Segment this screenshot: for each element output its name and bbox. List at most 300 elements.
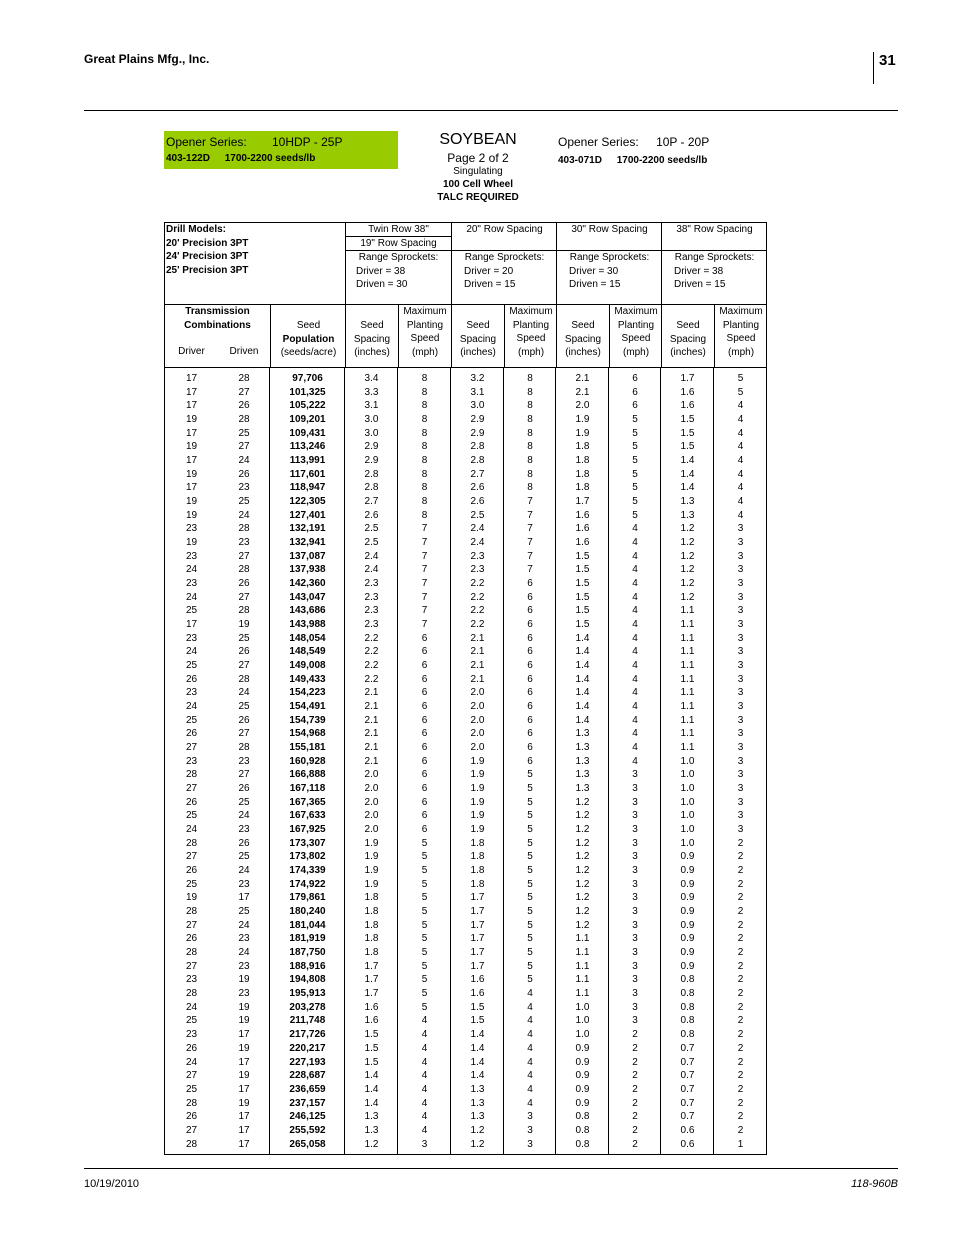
cell-driven: 26: [238, 400, 250, 412]
cell-population: 143,047: [289, 591, 326, 603]
cell-row30-speed: 3: [632, 1015, 638, 1027]
cell-row30-speed: 5: [632, 427, 638, 439]
cell-row30-spacing: 1.4: [575, 632, 590, 644]
meter-mode: Singulating: [453, 166, 503, 177]
sprockets-row30: [556, 251, 662, 305]
table-row: [165, 905, 766, 919]
cell-row20-speed: 7: [527, 523, 533, 535]
company-name: Great Plains Mfg., Inc.: [84, 52, 210, 66]
cell-row30-spacing: 1.6: [575, 537, 590, 549]
cell-row20-speed: 8: [527, 386, 533, 398]
cell-twin-spacing: 2.1: [364, 714, 379, 726]
cell-driver: 28: [185, 1138, 198, 1150]
cell-twin-speed: 6: [421, 660, 428, 672]
cell-row30-spacing: 1.4: [575, 673, 590, 685]
cell-row20-speed: 5: [527, 892, 533, 904]
cell-row20-speed: 8: [527, 441, 533, 453]
cell-population: 255,592: [289, 1124, 326, 1136]
cell-row20-spacing: 2.0: [470, 687, 485, 699]
cell-row38-spacing: 0.9: [680, 947, 695, 959]
cell-row30-speed: 4: [632, 728, 638, 740]
cell-driven: 19: [238, 974, 250, 986]
cell-row38-spacing: 0.8: [680, 1029, 695, 1041]
cell-twin-spacing: 1.7: [364, 974, 379, 986]
cell-population: 117,601: [289, 468, 326, 480]
cell-twin-speed: 6: [421, 755, 428, 767]
cell-twin-speed: 4: [421, 1097, 428, 1109]
cell-driver: 26: [185, 865, 198, 877]
cell-row30-spacing: 1.5: [575, 591, 590, 603]
cell-twin-speed: 4: [421, 1029, 428, 1041]
cell-row20-speed: 6: [527, 619, 533, 631]
cell-twin-spacing: 2.2: [364, 646, 379, 658]
cell-row30-speed: 4: [632, 523, 638, 535]
table-row: [165, 481, 766, 495]
cell-row20-speed: 8: [527, 468, 533, 480]
sprockets-row38-label: Range Sprockets:: [674, 252, 755, 263]
cell-row30-speed: 3: [632, 1001, 638, 1013]
cell-row38-spacing: 1.4: [680, 455, 695, 467]
cell-driven: 17: [238, 1029, 250, 1041]
cell-twin-spacing: 1.9: [364, 837, 379, 849]
cell-row38-speed: 2: [737, 906, 744, 918]
cell-population: 113,991: [289, 455, 326, 467]
cell-row20-speed: 5: [527, 796, 533, 808]
table-row: [165, 522, 766, 536]
table-row: [165, 809, 766, 823]
cell-row38-speed: 2: [737, 919, 744, 931]
cell-row20-speed: 5: [527, 919, 533, 931]
cell-row30-speed: 4: [632, 605, 638, 617]
cell-twin-spacing: 3.3: [364, 386, 379, 398]
cell-row20-speed: 4: [527, 1029, 533, 1041]
table-row: [165, 604, 766, 618]
cell-driver: 23: [185, 974, 198, 986]
row20-header: 20" Row Spacing: [451, 223, 557, 251]
cell-row20-spacing: 1.4: [470, 1029, 485, 1041]
cell-row38-spacing: 1.0: [680, 824, 695, 836]
cell-row38-speed: 2: [737, 974, 744, 986]
cell-twin-speed: 6: [421, 714, 428, 726]
cell-row30-spacing: 1.5: [575, 578, 590, 590]
cell-twin-speed: 8: [421, 509, 428, 521]
cell-twin-speed: 6: [421, 646, 428, 658]
cell-twin-spacing: 1.8: [364, 947, 379, 959]
cell-driver: 19: [185, 537, 198, 549]
table-row: [165, 1138, 766, 1152]
cell-row30-spacing: 0.9: [575, 1083, 590, 1095]
cell-row30-speed: 2: [632, 1097, 638, 1109]
cell-twin-spacing: 2.1: [364, 742, 379, 754]
cell-twin-speed: 5: [421, 837, 428, 849]
cell-row38-spacing: 1.5: [680, 441, 695, 453]
cell-row30-speed: 2: [632, 1138, 638, 1150]
cell-twin-speed: 5: [421, 1001, 428, 1013]
cell-row20-spacing: 1.9: [470, 783, 485, 795]
cell-driven: 19: [238, 1070, 250, 1082]
cell-row20-speed: 8: [527, 400, 533, 412]
cell-driven: 23: [238, 755, 250, 767]
cell-twin-speed: 7: [421, 550, 428, 562]
cell-driven: 28: [238, 373, 250, 384]
cell-twin-spacing: 1.4: [364, 1070, 379, 1082]
cell-row38-spacing: 1.4: [680, 482, 695, 494]
cell-row20-spacing: 1.9: [470, 796, 485, 808]
cell-row30-spacing: 1.4: [575, 660, 590, 672]
cell-twin-speed: 7: [421, 578, 428, 590]
cell-driven: 17: [238, 1111, 250, 1123]
cell-row20-spacing: 1.8: [470, 865, 485, 877]
cell-row38-spacing: 1.6: [680, 400, 695, 412]
cell-row38-speed: 4: [737, 482, 744, 494]
drill-model-1: 20' Precision 3PT: [166, 237, 249, 249]
table-row: [165, 563, 766, 577]
cell-row30-spacing: 1.1: [575, 947, 590, 959]
cell-row38-speed: 3: [737, 701, 744, 713]
cell-population: 181,044: [289, 919, 326, 931]
cell-row38-spacing: 1.1: [680, 687, 695, 699]
cell-twin-speed: 8: [421, 400, 428, 412]
cell-row20-spacing: 2.3: [470, 564, 485, 576]
cell-row38-spacing: 0.9: [680, 933, 695, 945]
cell-row20-spacing: 1.9: [470, 769, 485, 781]
cell-row38-speed: 4: [737, 496, 744, 508]
cell-twin-speed: 4: [421, 1111, 428, 1123]
cell-twin-speed: 8: [421, 414, 428, 425]
cell-driver: 19: [185, 496, 198, 508]
cell-row20-speed: 6: [527, 632, 533, 644]
cell-twin-speed: 5: [421, 988, 428, 1000]
footer-doc-number: 118-960B: [851, 1178, 898, 1190]
cell-population: 143,686: [289, 605, 326, 617]
cell-row20-speed: 5: [527, 810, 533, 822]
cell-driver: 26: [185, 796, 198, 808]
cell-row30-spacing: 1.8: [575, 455, 590, 467]
cell-row20-speed: 3: [527, 1124, 533, 1136]
cell-row38-spacing: 0.8: [680, 974, 695, 986]
footer-date: 10/19/2010: [84, 1178, 140, 1190]
cell-population: 143,988: [289, 619, 326, 631]
cell-row20-spacing: 2.2: [470, 591, 485, 603]
cell-row20-speed: 4: [527, 1042, 533, 1054]
cell-driver: 23: [185, 578, 198, 590]
cell-twin-speed: 6: [421, 824, 428, 836]
cell-row30-spacing: 0.8: [575, 1111, 590, 1123]
cell-row38-spacing: 1.1: [680, 673, 695, 685]
cell-twin-speed: 8: [421, 373, 428, 384]
cell-twin-spacing: 1.8: [364, 906, 379, 918]
cell-row20-speed: 4: [527, 1070, 533, 1082]
cell-driver: 27: [185, 919, 198, 931]
cell-driver: 23: [185, 523, 198, 535]
cell-row30-speed: 3: [632, 919, 638, 931]
sprockets-row38-driven: Driven = 15: [674, 279, 726, 291]
cell-population: 148,054: [289, 632, 326, 644]
cell-driven: 27: [238, 728, 250, 740]
cell-row20-spacing: 2.2: [470, 605, 485, 617]
cell-twin-speed: 7: [421, 523, 428, 535]
cell-twin-speed: 4: [421, 1042, 428, 1054]
cell-row30-speed: 4: [632, 619, 638, 631]
cell-driver: 17: [185, 619, 198, 631]
cell-row38-speed: 3: [737, 796, 744, 808]
row30-header: 30" Row Spacing: [556, 223, 662, 251]
table-row: [165, 468, 766, 482]
cell-driven: 24: [238, 810, 250, 822]
row20-spacing-header: Seed Spacing (inches): [451, 304, 504, 368]
cell-driven: 24: [238, 947, 250, 959]
cell-row30-spacing: 1.4: [575, 646, 590, 658]
cell-population: 137,087: [289, 550, 326, 562]
cell-driver: 28: [185, 1097, 198, 1109]
cell-row20-spacing: 2.0: [470, 742, 485, 754]
cell-twin-spacing: 2.9: [364, 441, 379, 453]
cell-population: 109,431: [289, 427, 326, 439]
cell-row38-spacing: 0.9: [680, 960, 695, 972]
cell-row20-speed: 8: [527, 427, 533, 439]
center-title-block: [398, 131, 558, 203]
table-row: [165, 987, 766, 1001]
cell-twin-spacing: 1.6: [364, 1015, 379, 1027]
cell-row38-spacing: 0.8: [680, 988, 695, 1000]
cell-row20-spacing: 2.9: [470, 427, 485, 439]
cell-row38-spacing: 1.0: [680, 755, 695, 767]
cell-row38-speed: 2: [737, 947, 744, 959]
cell-row38-speed: 3: [737, 742, 744, 754]
cell-twin-speed: 3: [421, 1138, 428, 1150]
cell-twin-spacing: 1.8: [364, 933, 379, 945]
cell-row20-spacing: 3.1: [470, 386, 485, 398]
cell-row20-speed: 7: [527, 564, 533, 576]
cell-row30-speed: 4: [632, 537, 638, 549]
cell-population: 118,947: [289, 482, 326, 494]
cell-population: 180,240: [289, 906, 326, 918]
cell-row30-spacing: 1.8: [575, 482, 590, 494]
cell-driven: 25: [238, 496, 250, 508]
cell-population: 265,058: [289, 1138, 326, 1150]
cell-population: 137,938: [289, 564, 326, 576]
cell-twin-spacing: 1.9: [364, 851, 379, 863]
cell-row20-speed: 7: [527, 496, 533, 508]
cell-row30-speed: 2: [632, 1083, 638, 1095]
cell-population: 160,928: [289, 755, 326, 767]
cell-driven: 28: [238, 673, 250, 685]
row20-speed-header: Maximum Planting Speed (mph): [504, 304, 557, 368]
cell-row30-spacing: 1.3: [575, 728, 590, 740]
cell-population: 179,861: [289, 892, 326, 904]
cell-row38-spacing: 0.9: [680, 865, 695, 877]
cell-population: 148,549: [289, 646, 326, 658]
cell-population: 166,888: [289, 769, 326, 781]
cell-row20-speed: 6: [527, 605, 533, 617]
cell-population: 142,360: [289, 578, 326, 590]
cell-row20-spacing: 1.9: [470, 755, 485, 767]
cell-row30-speed: 2: [632, 1029, 638, 1041]
cell-row20-spacing: 2.3: [470, 550, 485, 562]
cell-row38-spacing: 1.2: [680, 578, 695, 590]
cell-row30-spacing: 1.0: [575, 1001, 590, 1013]
cell-twin-speed: 7: [421, 591, 428, 603]
cell-row20-speed: 5: [527, 824, 533, 836]
twin-spacing-header: Seed Spacing (inches): [345, 304, 398, 368]
cell-driver: 27: [185, 742, 198, 754]
cell-row30-speed: 3: [632, 906, 638, 918]
sprockets-row20-driver: Driver = 20: [464, 265, 514, 277]
cell-driven: 23: [238, 960, 250, 972]
cell-twin-speed: 6: [421, 701, 428, 713]
table-row: [165, 946, 766, 960]
cell-row38-speed: 4: [737, 400, 744, 412]
cell-row30-speed: 3: [632, 783, 638, 795]
cell-population: 105,222: [289, 400, 326, 412]
cell-row38-speed: 2: [737, 988, 744, 1000]
cell-twin-speed: 8: [421, 441, 428, 453]
cell-row20-speed: 5: [527, 974, 533, 986]
cell-row30-speed: 4: [632, 673, 638, 685]
cell-twin-speed: 7: [421, 619, 428, 631]
cell-driven: 25: [238, 906, 250, 918]
cell-row38-spacing: 0.7: [680, 1056, 695, 1068]
table-row: [165, 1083, 766, 1097]
cell-row30-spacing: 1.7: [575, 496, 590, 508]
cell-population: 195,913: [289, 988, 326, 1000]
cell-twin-speed: 6: [421, 742, 428, 754]
cell-twin-spacing: 2.1: [364, 728, 379, 740]
cell-row30-spacing: 2.1: [575, 386, 590, 398]
cell-row30-speed: 3: [632, 837, 638, 849]
cell-population: 227,193: [289, 1056, 326, 1068]
cell-row30-spacing: 1.2: [575, 892, 590, 904]
cell-driven: 27: [238, 386, 250, 398]
table-row: [165, 973, 766, 987]
cell-driven: 26: [238, 837, 250, 849]
cell-twin-spacing: 1.7: [364, 960, 379, 972]
cell-twin-spacing: 1.8: [364, 892, 379, 904]
cell-driver: 17: [185, 386, 198, 398]
cell-row30-speed: 4: [632, 578, 638, 590]
cell-driver: 19: [185, 441, 198, 453]
cell-row20-speed: 6: [527, 687, 533, 699]
cell-row38-spacing: 1.5: [680, 427, 695, 439]
cell-twin-speed: 8: [421, 468, 428, 480]
cell-row30-spacing: 0.8: [575, 1138, 590, 1150]
cell-row30-speed: 5: [632, 482, 638, 494]
cell-row38-speed: 4: [737, 468, 744, 480]
cell-population: 236,659: [289, 1083, 326, 1095]
cell-driven: 23: [238, 482, 250, 494]
table-row: [165, 850, 766, 864]
cell-row20-spacing: 2.5: [470, 509, 485, 521]
cell-row30-speed: 3: [632, 865, 638, 877]
cell-row30-spacing: 1.1: [575, 960, 590, 972]
cell-driven: 17: [238, 1138, 250, 1150]
cell-driven: 28: [238, 414, 250, 425]
drill-models-title: Drill Models:: [166, 224, 227, 235]
cell-twin-speed: 5: [421, 960, 428, 972]
cell-twin-speed: 5: [421, 851, 428, 863]
cell-driver: 24: [185, 591, 198, 603]
cell-row38-speed: 2: [737, 1124, 744, 1136]
twin-row-header-a: Twin Row 38": [345, 223, 451, 237]
cell-twin-spacing: 2.4: [364, 550, 379, 562]
sprockets-row20-label: Range Sprockets:: [464, 252, 545, 263]
cell-row20-spacing: 1.7: [470, 919, 485, 931]
cell-driver: 26: [185, 728, 198, 740]
cell-population: 132,941: [289, 537, 326, 549]
cell-driver: 25: [185, 660, 198, 672]
table-row: [165, 1069, 766, 1083]
cell-row30-spacing: 1.0: [575, 1029, 590, 1041]
cell-driven: 19: [238, 1001, 250, 1013]
cell-row38-speed: 2: [737, 1056, 744, 1068]
cell-twin-speed: 8: [421, 427, 428, 439]
cell-row38-spacing: 1.1: [680, 646, 695, 658]
cell-row38-spacing: 1.1: [680, 619, 695, 631]
cell-row38-spacing: 1.2: [680, 564, 695, 576]
cell-row38-spacing: 1.2: [680, 523, 695, 535]
cell-twin-spacing: 2.0: [364, 796, 379, 808]
cell-row20-spacing: 2.0: [470, 714, 485, 726]
cell-population: 173,307: [289, 837, 326, 849]
table-row: [165, 727, 766, 741]
twin-row-header-b: 19" Row Spacing: [345, 237, 451, 251]
cell-population: 97,706: [292, 373, 323, 384]
cell-row38-speed: 5: [737, 386, 744, 398]
table-row: [165, 891, 766, 905]
cell-driver: 28: [185, 837, 198, 849]
cell-twin-spacing: 2.0: [364, 810, 379, 822]
cell-twin-speed: 5: [421, 892, 428, 904]
cell-row20-spacing: 2.6: [470, 482, 485, 494]
cell-driver: 24: [185, 824, 198, 836]
cell-row20-spacing: 3.0: [470, 400, 485, 412]
cell-driver: 24: [185, 646, 198, 658]
cell-driver: 27: [185, 1070, 198, 1082]
cell-row20-spacing: 1.4: [470, 1070, 485, 1082]
cell-driven: 23: [238, 878, 250, 890]
cell-row38-spacing: 0.6: [680, 1124, 695, 1136]
cell-twin-spacing: 2.3: [364, 591, 379, 603]
cell-row30-spacing: 1.3: [575, 769, 590, 781]
sprockets-row30-driver: Driver = 30: [569, 265, 619, 277]
cell-twin-spacing: 2.8: [364, 468, 379, 480]
cell-driver: 24: [185, 564, 198, 576]
cell-driver: 19: [185, 468, 198, 480]
cell-row30-speed: 3: [632, 824, 638, 836]
cell-row20-spacing: 1.3: [470, 1111, 485, 1123]
table-row: [165, 782, 766, 796]
cell-row30-speed: 4: [632, 550, 638, 562]
cell-row30-spacing: 1.2: [575, 919, 590, 931]
cell-twin-spacing: 1.3: [364, 1124, 379, 1136]
header-divider: [873, 52, 874, 84]
cell-twin-spacing: 1.4: [364, 1097, 379, 1109]
cell-driven: 17: [238, 1056, 250, 1068]
cell-twin-speed: 6: [421, 796, 428, 808]
cell-twin-speed: 8: [421, 455, 428, 467]
row38-header: 38" Row Spacing: [661, 223, 767, 251]
cell-row20-spacing: 1.6: [470, 974, 485, 986]
cell-row20-spacing: 1.7: [470, 892, 485, 904]
cell-row20-speed: 4: [527, 1097, 533, 1109]
table-row: [165, 536, 766, 550]
table-row: [165, 495, 766, 509]
cell-row20-spacing: 2.8: [470, 455, 485, 467]
cell-driven: 24: [238, 919, 250, 931]
cell-driven: 25: [238, 701, 250, 713]
cell-population: 154,739: [289, 714, 326, 726]
cell-row38-speed: 2: [737, 837, 744, 849]
